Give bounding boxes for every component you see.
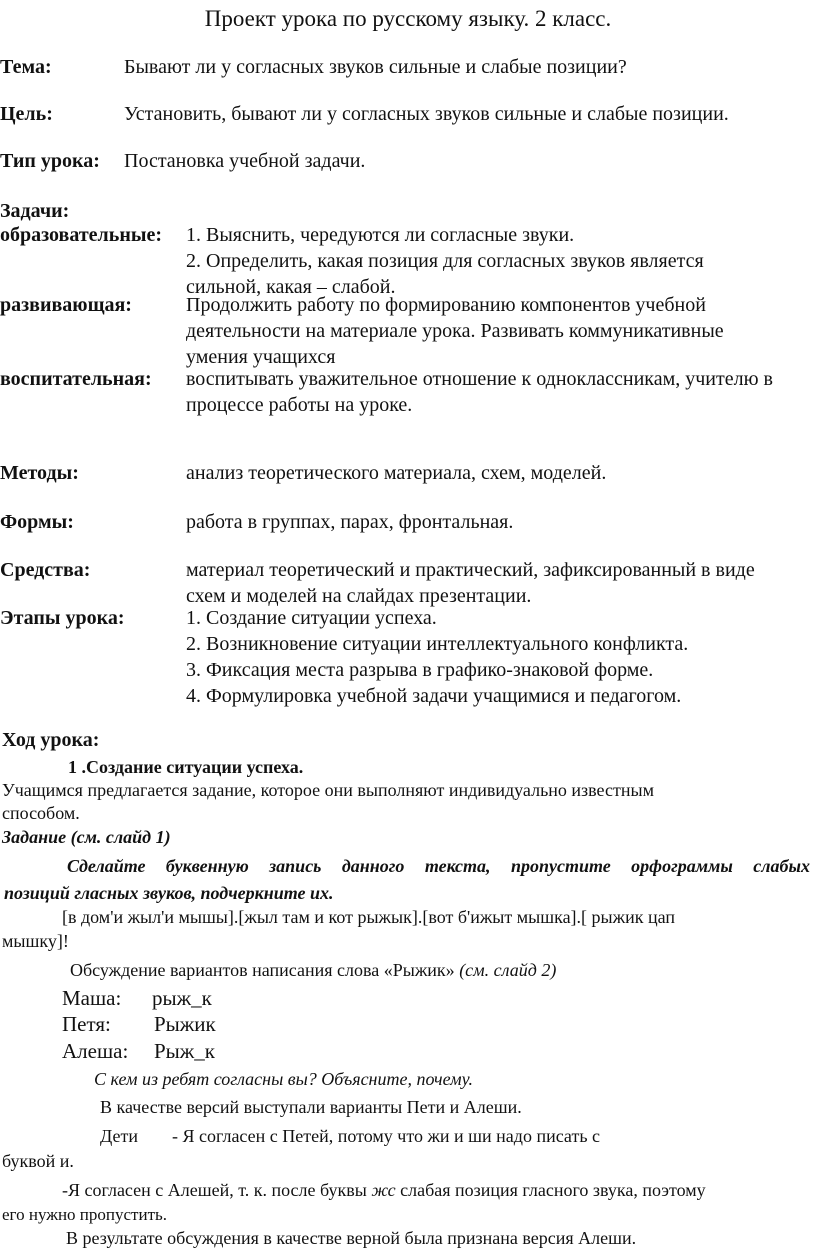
versions-text: В качестве версий выступали варианты Пети и Алеши. — [100, 1097, 522, 1117]
text-line: воспитывать уважительное отношение к одноклассникам, учителю в — [186, 368, 773, 390]
task-upbringing-text — [186, 366, 773, 418]
text-line: позиций гласных звуков, подчеркните их. — [4, 883, 334, 903]
alesha-text-after: слабая позиция гласного звука, поэтому — [395, 1180, 706, 1200]
variant-word: Рыж_к — [154, 1039, 216, 1063]
text-line: умения учащихся — [186, 346, 336, 368]
result-text: В результате обсуждения в качестве верной была признана версия Алеши. — [66, 1228, 637, 1248]
text-line: Сделайте буквенную запись данного текста, пропустите орфограммы слабых — [67, 856, 810, 876]
stage-item: 2. Возникновение ситуации интеллектуального конфликта. — [186, 633, 689, 655]
task-educational-label: образовательные: — [0, 224, 163, 246]
task-label: Задание (см. слайд 1) — [2, 827, 171, 847]
stages-list — [186, 605, 688, 709]
text-line: материал теоретический и практический, зафиксированный в виде — [186, 559, 755, 581]
discussion-text: Обсуждение вариантов написания слова «Рыжик» — [70, 960, 455, 980]
alesha-answer-cont: его нужно пропустить. — [2, 1205, 168, 1224]
children-answer-cont: буквой и. — [2, 1151, 74, 1171]
variant-word: Рыжик — [154, 1012, 216, 1036]
topic-label: Тема: — [0, 56, 52, 78]
children-answer-line — [100, 1126, 601, 1147]
course-heading: Ход урока: — [2, 729, 100, 751]
text-line: процессе работы на уроке. — [186, 394, 413, 416]
alesha-text-before: -Я согласен с Алешей, т. к. после буквы — [62, 1180, 372, 1200]
methods-label: Методы: — [0, 462, 79, 484]
text-line: Учащимся предлагается задание, которое они выполняют индивидуально известным — [2, 780, 654, 800]
alesha-answer-line — [62, 1180, 706, 1201]
topic-value: Бывают ли у согласных звуков сильные и слабые позиции? — [124, 56, 627, 78]
alesha-text-italic: жс — [371, 1180, 396, 1200]
discussion-ref: (см. слайд 2) — [459, 960, 557, 980]
text-line: 2. Определить, какая позиция для согласных звуков является — [186, 250, 704, 272]
task-instruction — [4, 853, 810, 907]
variant-row — [62, 1039, 216, 1064]
goal-label: Цель: — [0, 103, 53, 125]
stages-label: Этапы урока: — [0, 607, 125, 629]
children-label: Дети — [100, 1126, 138, 1146]
transcription-text — [2, 905, 675, 953]
text-line: схем и моделей на слайдах презентации. — [186, 585, 532, 607]
variant-row — [62, 1012, 216, 1037]
means-value — [186, 557, 755, 609]
text-line: Продолжить работу по формированию компонентов учебной — [186, 294, 706, 316]
variant-row — [62, 986, 212, 1011]
question-text: С кем из ребят согласны вы? Объясните, почему. — [94, 1069, 473, 1089]
text-line: способом. — [2, 803, 80, 823]
means-label: Средства: — [0, 559, 91, 581]
step1-heading: 1 .Создание ситуации успеха. — [68, 757, 304, 777]
document-title: Проект урока по русскому языку. 2 класс. — [204, 6, 612, 31]
variant-word: рыж_к — [152, 986, 212, 1010]
text-line: мышку]! — [2, 931, 69, 951]
lesson-type-value: Постановка учебной задачи. — [124, 150, 366, 172]
task-educational-text — [186, 222, 704, 300]
variant-name: Маша: — [62, 986, 122, 1010]
forms-value: работа в группах, парах, фронтальная. — [186, 511, 514, 533]
text-line: деятельности на материале урока. Развивать коммуникативные — [186, 320, 724, 342]
stage-item: 3. Фиксация места разрыва в графико-знаковой форме. — [186, 659, 654, 681]
text-line: 1. Выяснить, чередуются ли согласные звуки. — [186, 224, 575, 246]
discussion-line — [70, 960, 556, 981]
text-line: сильной, какая – слабой. — [186, 276, 396, 298]
task-developing-label: развивающая: — [0, 294, 132, 316]
variant-name: Алеша: — [62, 1039, 129, 1063]
methods-value: анализ теоретического материала, схем, моделей. — [186, 462, 607, 484]
task-developing-text — [186, 292, 724, 370]
lesson-type-label: Тип урока: — [0, 150, 100, 172]
forms-label: Формы: — [0, 511, 74, 533]
children-answer: - Я согласен с Петей, потому что жи и ши надо писать с — [172, 1126, 601, 1146]
stage-item: 1. Создание ситуации успеха. — [186, 607, 437, 629]
intro-text — [2, 779, 654, 825]
text-line: [в дом'и жыл'и мышы].[жыл там и кот рыжык].[вот б'ижыт мышка].[ рыжик цап — [62, 907, 675, 927]
task-upbringing-label: воспитательная: — [0, 368, 152, 390]
tasks-heading: Задачи: — [0, 200, 70, 222]
goal-value: Установить, бывают ли у согласных звуков сильные и слабые позиции. — [124, 103, 729, 125]
stage-item: 4. Формулировка учебной задачи учащимися и педагогом. — [186, 685, 682, 707]
variant-name: Петя: — [62, 1012, 111, 1036]
